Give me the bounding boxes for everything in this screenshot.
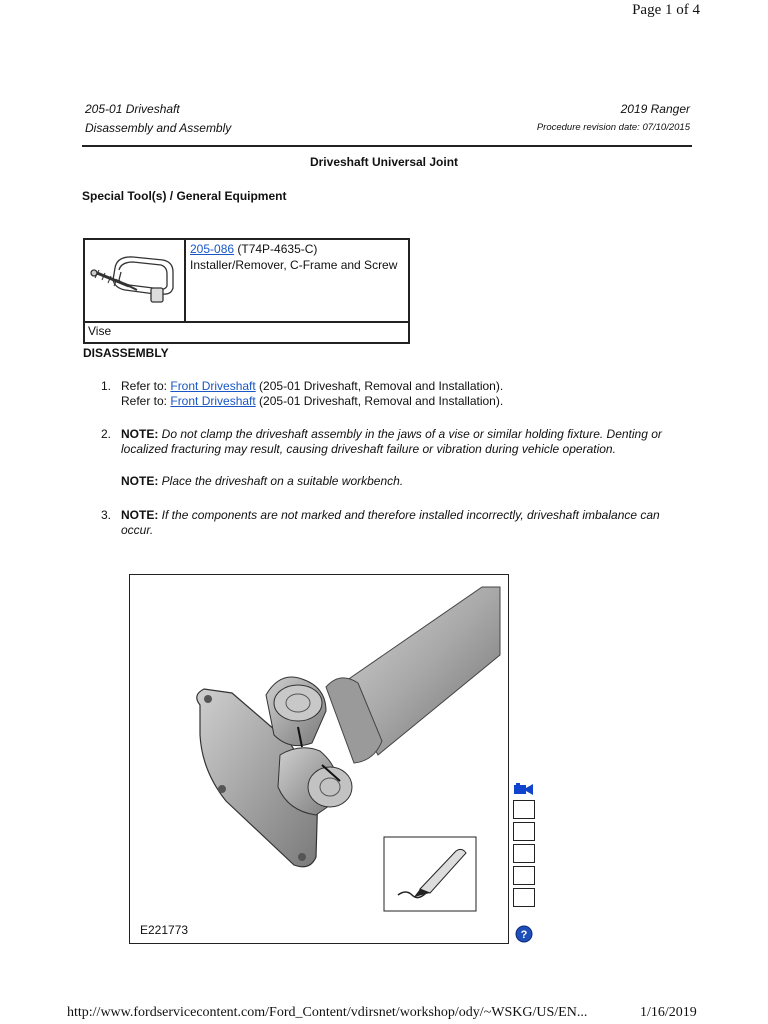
figure-side-controls — [509, 782, 537, 944]
note-text: Place the driveshaft on a suitable workbench. — [158, 474, 404, 488]
refer-label: Refer to: — [121, 379, 171, 393]
figure-id: E221773 — [140, 923, 189, 937]
front-driveshaft-link[interactable]: Front Driveshaft — [170, 379, 256, 393]
tool-text-cell — [187, 240, 408, 321]
footer-date: 1/16/2019 — [640, 1005, 697, 1020]
step-2-note-2 — [121, 474, 691, 489]
step-3-note — [121, 508, 691, 538]
note-text: Do not clamp the driveshaft assembly in the jaws of a vise or similar holding fixture. Denting or localized fracturing may result, causing driveshaft failure or vibration during vehicle operation. — [121, 427, 662, 456]
front-driveshaft-link[interactable]: Front Driveshaft — [170, 394, 256, 408]
page-count: Page 1 of 4 — [632, 2, 700, 18]
side-toolbar-button-3[interactable] — [513, 844, 535, 863]
side-toolbar-button-2[interactable] — [513, 822, 535, 841]
tool-link-205-086[interactable]: 205-086 — [190, 242, 235, 256]
refer-suffix: (205-01 Driveshaft, Removal and Installation). — [255, 379, 504, 393]
equipment-vise: Vise — [85, 321, 408, 342]
page-title: Driveshaft Universal Joint — [309, 155, 459, 169]
step-1-number: 1. — [100, 379, 111, 393]
driveshaft-universal-joint-illustration — [130, 575, 508, 943]
side-toolbar-button-1[interactable] — [513, 800, 535, 819]
step-2-note-1 — [121, 427, 691, 457]
header-divider — [82, 145, 692, 147]
note-label: NOTE: — [121, 508, 159, 522]
note-text: If the components are not marked and therefore installed incorrectly, driveshaft imbalance can occur. — [121, 508, 660, 537]
tool-name: Installer/Remover, C-Frame and Screw — [190, 258, 398, 272]
tool-code: (T74P-4635-C) — [234, 242, 318, 256]
note-label: NOTE: — [121, 427, 159, 441]
c-frame-tool-icon — [85, 240, 182, 317]
side-toolbar-button-5[interactable] — [513, 888, 535, 907]
driveshaft-figure — [129, 574, 509, 944]
step-1-text — [121, 379, 691, 409]
side-toolbar-button-4[interactable] — [513, 866, 535, 885]
footer-url: http://www.fordservicecontent.com/Ford_Content/vdirsnet/workshop/ody/~WSKG/US/EN... — [67, 1005, 588, 1020]
tools-table — [83, 238, 410, 344]
step-3-number: 3. — [100, 508, 111, 522]
tool-image-cell — [85, 240, 186, 321]
section-title: 205-01 Driveshaft — [85, 102, 180, 116]
help-icon[interactable] — [515, 925, 533, 943]
revision-date: Procedure revision date: 07/10/2015 — [536, 122, 690, 133]
video-camera-icon[interactable] — [513, 782, 535, 796]
refer-suffix: (205-01 Driveshaft, Removal and Installation). — [255, 394, 504, 408]
step-2-number: 2. — [100, 427, 111, 441]
disassembly-heading: DISASSEMBLY — [83, 346, 169, 360]
refer-label: Refer to: — [121, 394, 171, 408]
tools-heading: Special Tool(s) / General Equipment — [82, 189, 287, 203]
vehicle-model: 2019 Ranger — [620, 102, 690, 116]
svg-text:?: ? — [520, 929, 528, 941]
procedure-name: Disassembly and Assembly — [85, 121, 232, 135]
note-label: NOTE: — [121, 474, 159, 488]
